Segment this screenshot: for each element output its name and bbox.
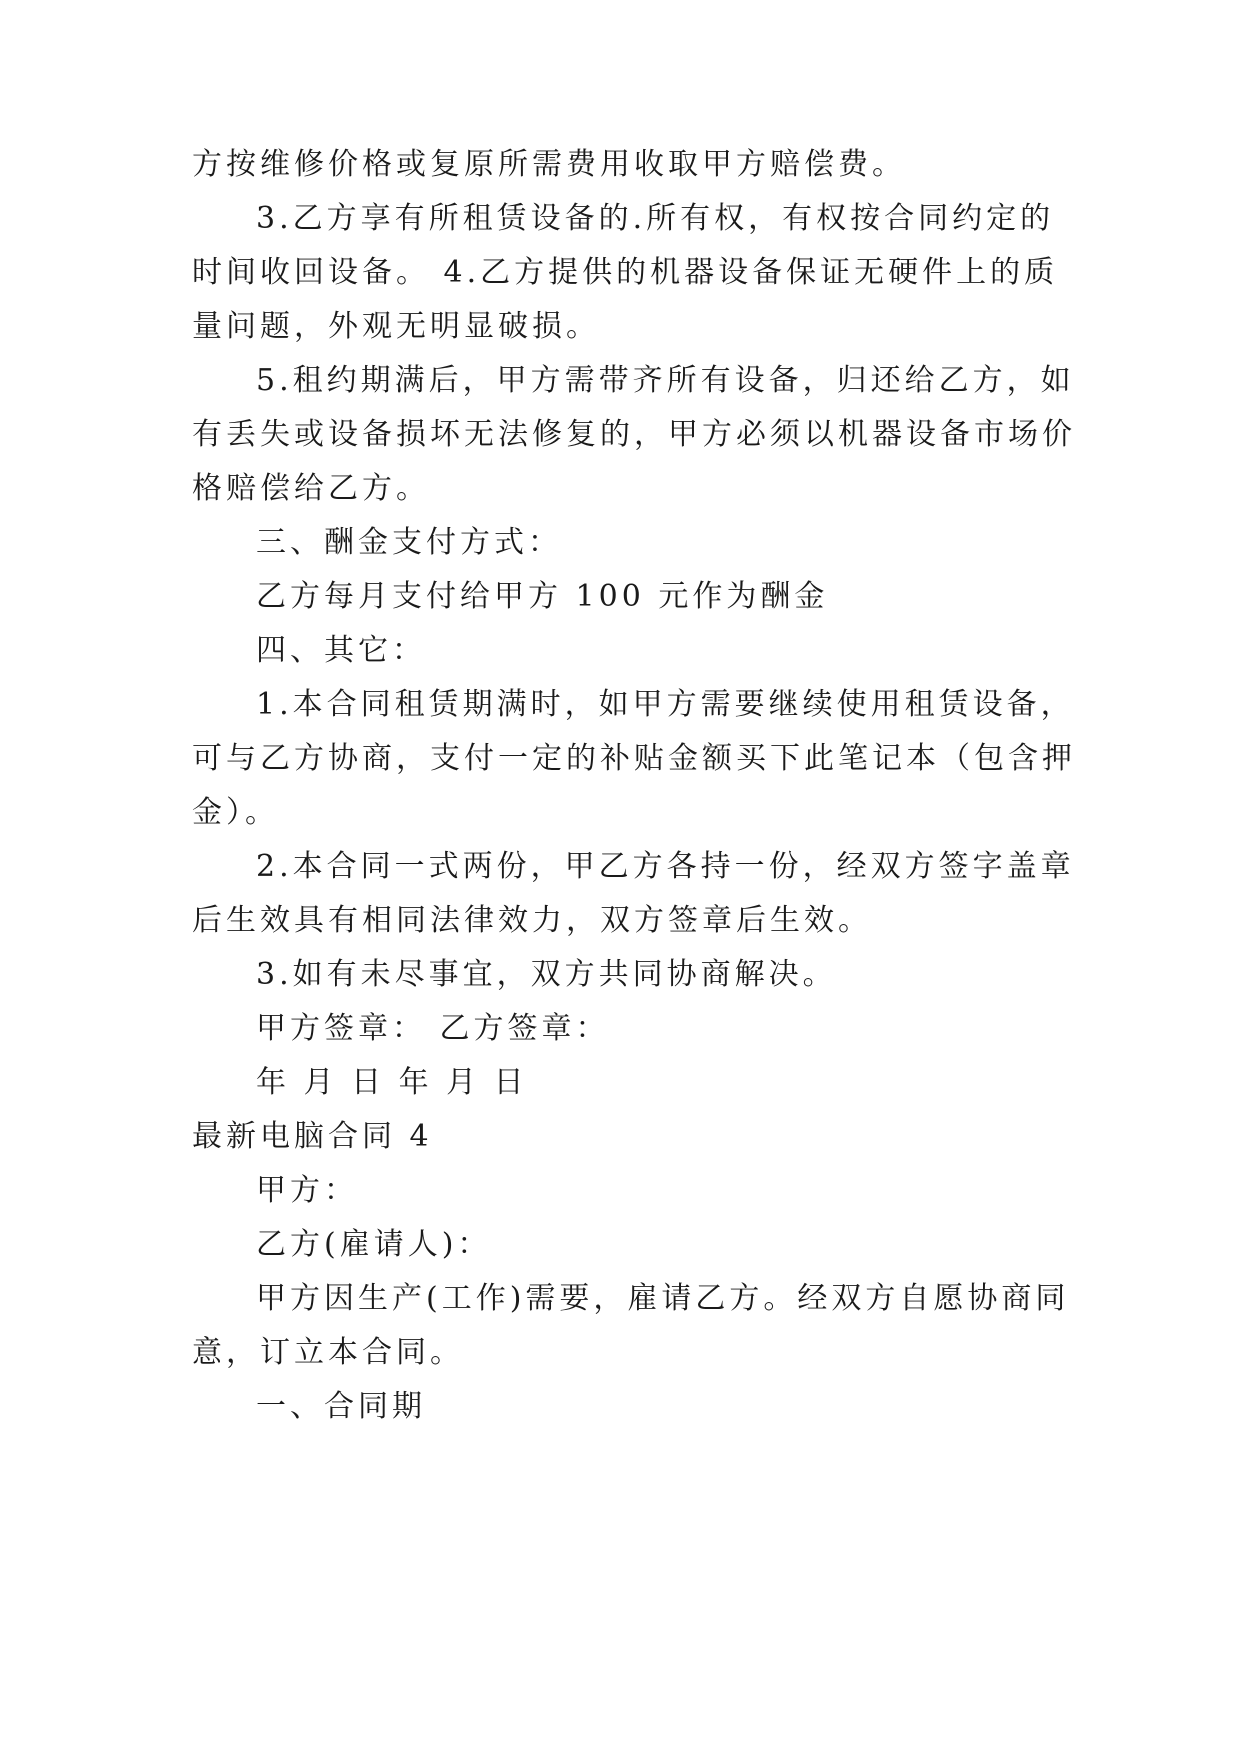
paragraph-line: 可与乙方协商，支付一定的补贴金额买下此笔记本（包含押 xyxy=(192,741,1076,776)
payment-line: 乙方每月支付给甲方 100 元作为酬金 xyxy=(256,579,829,614)
paragraph-line: 方按维修价格或复原所需费用收取甲方赔偿费。 xyxy=(192,147,906,182)
paragraph-line: 格赔偿给乙方。 xyxy=(192,471,430,506)
date-line: 年 月 日 年 月 日 xyxy=(256,1065,528,1100)
contract-title: 最新电脑合同 4 xyxy=(192,1119,433,1154)
party-b-line: 乙方(雇请人)： xyxy=(256,1227,492,1262)
section-heading-payment: 三、酬金支付方式： xyxy=(256,525,562,560)
clause-4-line: 时间收回设备。 4.乙方提供的机器设备保证无硬件上的质 xyxy=(192,255,1059,290)
party-a-line: 甲方： xyxy=(256,1173,358,1208)
paragraph-line: 量问题，外观无明显破损。 xyxy=(192,309,600,344)
paragraph-line: 意，订立本合同。 xyxy=(192,1335,464,1370)
other-clause-1-line: 1.本合同租赁期满时，如甲方需要继续使用租赁设备， xyxy=(256,687,1075,722)
intro-line: 甲方因生产(工作)需要，雇请乙方。经双方自愿协商同 xyxy=(256,1281,1070,1316)
section-heading-term: 一、合同期 xyxy=(256,1389,426,1424)
other-clause-3-line: 3.如有未尽事宜，双方共同协商解决。 xyxy=(256,957,837,992)
paragraph-line: 有丢失或设备损坏无法修复的，甲方必须以机器设备市场价 xyxy=(192,417,1076,452)
paragraph-line: 后生效具有相同法律效力，双方签章后生效。 xyxy=(192,903,872,938)
signature-line: 甲方签章： 乙方签章： xyxy=(256,1011,610,1046)
clause-5-line: 5.租约期满后，甲方需带齐所有设备，归还给乙方，如 xyxy=(256,363,1075,398)
paragraph-line: 金）。 xyxy=(192,795,279,830)
clause-3-line: 3.乙方享有所租赁设备的.所有权，有权按合同约定的 xyxy=(256,201,1055,236)
section-heading-other: 四、其它： xyxy=(256,633,426,668)
other-clause-2-line: 2.本合同一式两份，甲乙方各持一份，经双方签字盖章 xyxy=(256,849,1075,884)
